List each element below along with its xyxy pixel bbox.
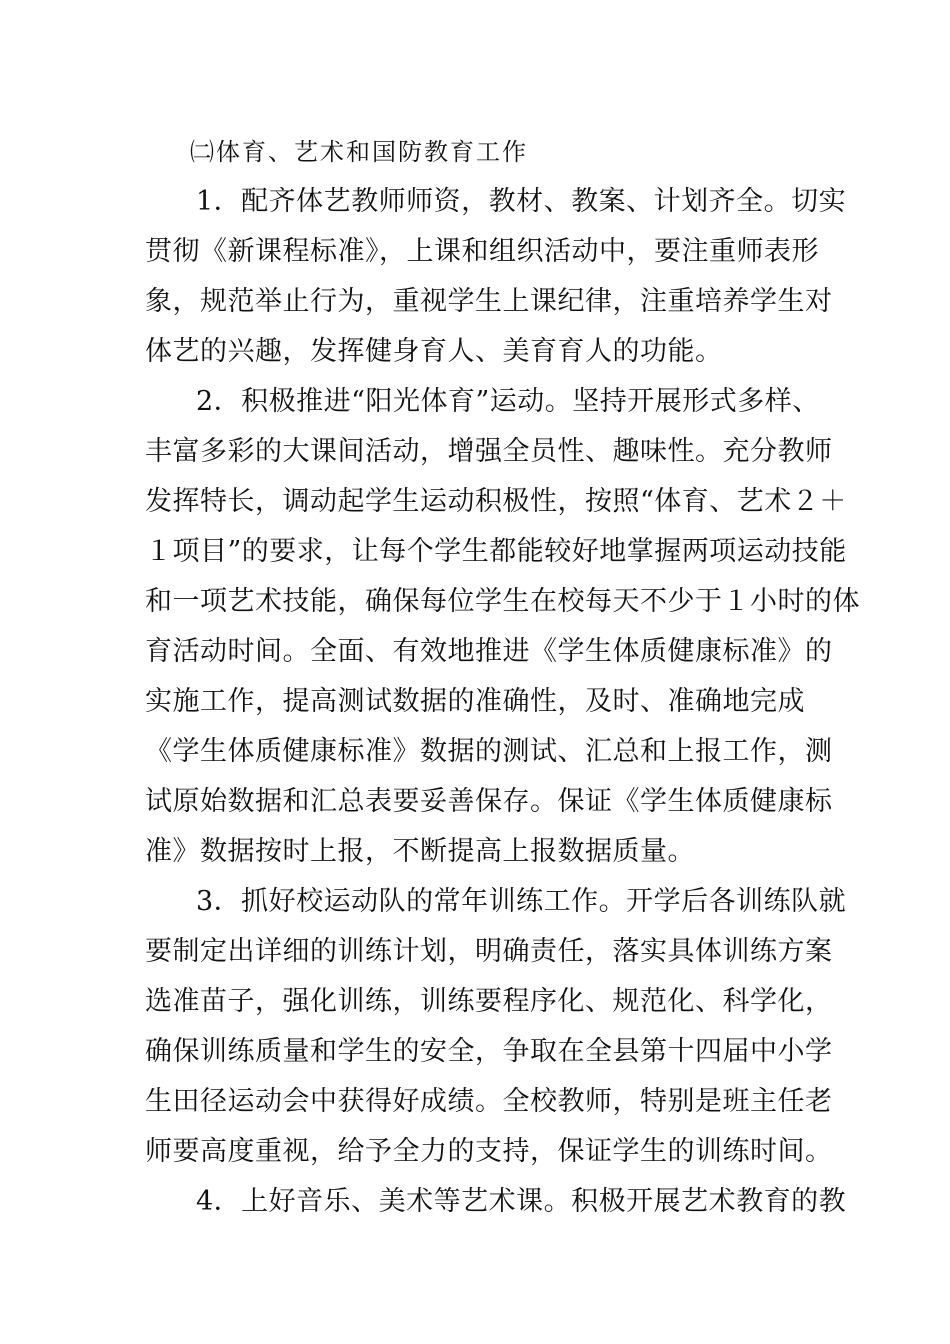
paragraph-2-line-9: 试原始数据和汇总表要妥善保存。保证《学生体质健康标 [145,786,833,817]
paragraph-1-line-1: 1．配齐体艺教师师资，教材、教案、计划齐全。切实 [196,186,847,217]
paragraph-4-line-1: 4．上好音乐、美术等艺术课。积极开展艺术教育的教 [196,1186,847,1217]
paragraph-1-line-4: 体艺的兴趣，发挥健身育人、美育育人的功能。 [145,336,723,367]
section-heading: ㈡体育、艺术和国防教育工作 [190,138,528,166]
paragraph-2-line-8: 《学生体质健康标准》数据的测试、汇总和上报工作，测 [145,736,833,767]
paragraph-3-line-6: 师要高度重视，给予全力的支持，保证学生的训练时间。 [145,1136,833,1167]
paragraph-3-line-2: 要制定出详细的训练计划，明确责任，落实具体训练方案 [145,936,833,967]
paragraph-2-line-3: 发挥特长，调动起学生运动积极性，按照“体育、艺术２＋ [145,486,847,517]
paragraph-3-line-5: 生田径运动会中获得好成绩。全校教师，特别是班主任老 [145,1086,833,1117]
paragraph-2-line-1: 2．积极推进“阳光体育”运动。坚持开展形式多样、 [196,386,820,417]
paragraph-2-line-6: 育活动时间。全面、有效地推进《学生体质健康标准》的 [145,636,833,667]
paragraph-3-line-4: 确保训练质量和学生的安全，争取在全县第十四届中小学 [145,1036,833,1067]
paragraph-2-line-5: 和一项艺术技能，确保每位学生在校每天不少于１小时的体 [145,586,860,617]
paragraph-2-line-10: 准》数据按时上报，不断提高上报数据质量。 [145,836,695,867]
paragraph-3-line-3: 选准苗子，强化训练，训练要程序化、规范化、科学化， [145,986,833,1017]
paragraph-2-line-2: 丰富多彩的大课间活动，增强全员性、趣味性。充分教师 [145,436,833,467]
paragraph-1-line-2: 贯彻《新课程标准》，上课和组织活动中，要注重师表形 [145,236,819,267]
paragraph-2-line-4: １项目”的要求，让每个学生都能较好地掌握两项运动技能 [145,536,847,567]
paragraph-3-line-1: 3．抓好校运动队的常年训练工作。开学后各训练队就 [196,886,847,917]
paragraph-1-line-3: 象，规范举止行为，重视学生上课纪律，注重培养学生对 [145,286,833,317]
paragraph-2-line-7: 实施工作，提高测试数据的准确性，及时、准确地完成 [145,686,805,717]
